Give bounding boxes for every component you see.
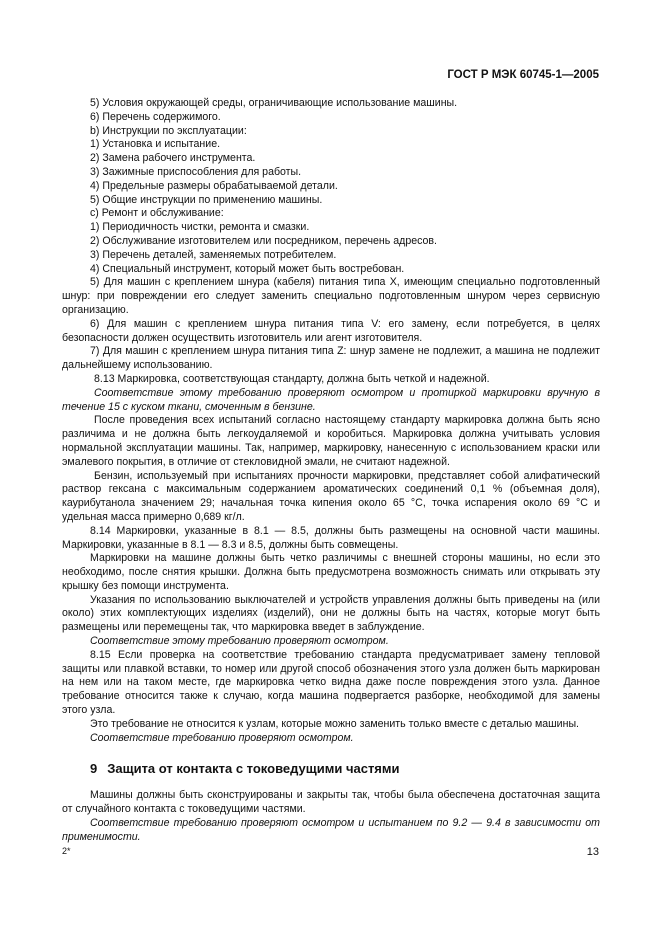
paragraph-cord-type-x: 5) Для машин с креплением шнура (кабеля) питания типа Х, имеющим специально подготовленный шнур: при повреждении его следует заменить специально подготовленным шнуром через сервисную организацию.	[62, 276, 600, 316]
clause-8-13-check: Соответствие этому требованию проверяют осмотром и протиркой маркировки вручную в течение 15 с куском ткани, смоченным в бензине.	[62, 386, 600, 413]
section-title: Защита от контакта с токоведущими частями	[107, 761, 400, 777]
clause-8-15: 8.15 Если проверка на соответствие требованию стандарта предусматривает замену тепловой защиты или плавкой вставки, то номер или другой способ обозначения этого узла должен быть маркирован на нем или на таком месте, где маркировка четко видна даже после повреждения этого узла. Данное требование относится также к случаю, когда машина подвергается разборке, необходимой для замены этого узла.	[62, 648, 600, 717]
list-item: 6) Перечень содержимого.	[90, 110, 221, 123]
paragraph-not-apply: Это требование не относится к узлам, которые можно заменить только вместе с деталью машины.	[90, 717, 579, 730]
paragraph-switches: Указания по использованию выключателей и устройств управления должны быть приведены на (или около) этих комплектующих изделиях (изделий), они не должны быть на частях, которые могут быть размещены или перемещены так, что маркировка введет в заблуждение.	[62, 593, 600, 634]
list-item: 2) Обслуживание изготовителем или посредником, перечень адресов.	[90, 234, 437, 247]
section-9-check: Соответствие требованию проверяют осмотром и испытанием по 9.2 — 9.4 в зависимости от применимости.	[62, 816, 600, 843]
list-item: b) Инструкции по эксплуатации:	[90, 124, 247, 137]
list-item: 2) Замена рабочего инструмента.	[90, 152, 256, 165]
paragraph-visibility: Маркировки на машине должны быть четко различимы с внешней стороны машины, но если это необходимо, после снятия крышки. Должна быть предусмотрена возможность снимать или открывать эту крышку без помощи инструмента.	[62, 552, 600, 592]
list-item: 1) Установка и испытание.	[90, 138, 221, 151]
page-number: 13	[586, 846, 599, 858]
document-body	[62, 97, 600, 844]
section-heading	[90, 762, 600, 776]
paragraph-cord-type-z: 7) Для машин с креплением шнура питания типа Z: шнур замене не подлежит, а машина не подлежит дальнейшему использованию.	[62, 345, 600, 372]
list-item: 4) Предельные размеры обрабатываемой детали.	[90, 179, 338, 192]
section-number: 9	[90, 761, 98, 777]
paragraph-cord-type-v: 6) Для машин с креплением шнура питания типа V: его замену, если потребуется, в целях безопасности должен осуществить изготовитель или агент изготовителя.	[62, 317, 600, 344]
sheet-mark: 2*	[62, 846, 71, 856]
paragraph-benzine: Бензин, используемый при испытаниях прочности маркировки, представляет собой алифатический раствор гексана с максимальным содержанием ароматических соединений 0,1 % (объемная доля), каурибутанола значением 29; начальная точка кипения около 65 °С, точка испарения около 69 °С и удельная масса примерно 0,689 кг/л.	[62, 469, 600, 523]
clause-8-14-check: Соответствие этому требованию проверяют осмотром.	[90, 635, 389, 648]
clause-8-13: 8.13 Маркировка, соответствующая стандарту, должна быть четкой и надежной.	[94, 372, 490, 385]
section-9-paragraph: Машины должны быть сконструированы и закрыты так, чтобы была обеспечена достаточная защита от случайного контакта с токоведущими частями.	[62, 789, 600, 816]
paragraph-after-tests: После проведения всех испытаний согласно настоящему стандарту маркировка должна быть ясно различима и не должна быть легкоудаляемой и коробиться. Маркировка должна учитывать условия нормальной эксплуатации машины. Так, например, маркировку, нанесенную с использованием краски или эмалевого покрытия, в отличие от стекловидной эмали, не считают надежной.	[62, 414, 600, 468]
list-item: 3) Перечень деталей, заменяемых потребителем.	[90, 248, 337, 261]
document-code: ГОСТ Р МЭК 60745-1—2005	[447, 69, 599, 81]
list-item: 4) Специальный инструмент, который может быть востребован.	[90, 262, 405, 275]
list-item: 5) Условия окружающей среды, ограничивающие использование машины.	[90, 97, 458, 109]
list-item: 3) Зажимные приспособления для работы.	[90, 165, 302, 178]
list-item: 5) Общие инструкции по применению машины.	[90, 193, 323, 206]
clause-8-14: 8.14 Маркировки, указанные в 8.1 — 8.5, должны быть размещены на основной части машины. Маркировки, указанные в 8.1 — 8.3 и 8.5, должны быть совмещены.	[62, 524, 600, 551]
list-item: c) Ремонт и обслуживание:	[90, 207, 224, 220]
list-item: 1) Периодичность чистки, ремонта и смазки.	[90, 221, 310, 234]
clause-8-15-check: Соответствие требованию проверяют осмотром.	[90, 731, 354, 744]
instruction-list	[62, 97, 600, 276]
